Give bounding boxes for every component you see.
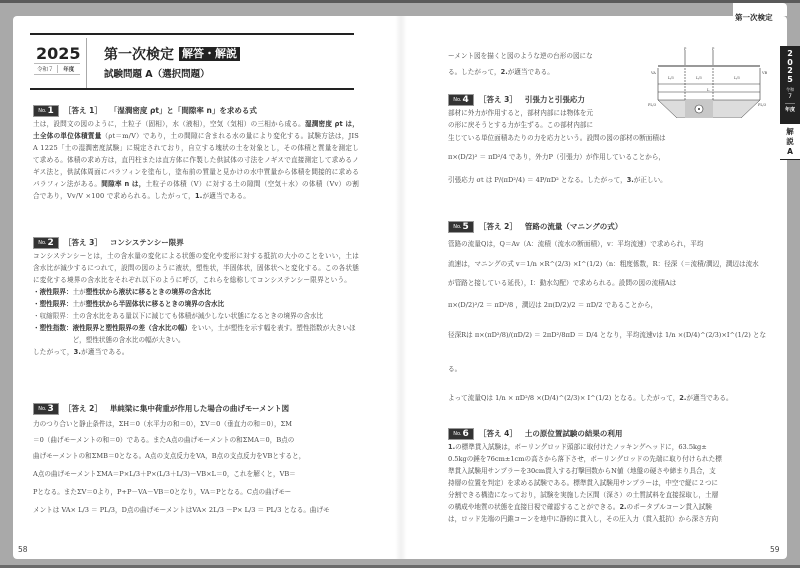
- section-title: 土の原位置試験の結果の利用: [524, 429, 623, 438]
- formula-line: ＝0（曲げモーメントの和＝0）である。またA点の曲げモーメントの和ΣMA＝0，B点の: [33, 436, 295, 444]
- question-number-badge: [33, 105, 59, 117]
- formula-line: 生じている単位面積あたりの力を応力という。設問の図の部材の断面積は: [448, 134, 666, 142]
- side-tab-year-digits: [787, 50, 793, 84]
- list-desc: 塑性状から液状に移るときの境界の含水比: [85, 288, 212, 296]
- badge-prefix: No.: [453, 96, 462, 103]
- section-title: 管路の流量（マニングの式）: [524, 222, 623, 231]
- formula-line: [448, 64, 628, 80]
- answer-label: ［答え 4］: [479, 429, 517, 438]
- formula-line: の形に戻そうとする力が生ずる。この部材内部に: [448, 121, 594, 129]
- badge-number: 4: [462, 94, 469, 105]
- formula-line: 0.5kgの錘を76cm±1cmの高さから落下させ，ボーリングロッドの先端に取り付けられた標: [448, 455, 722, 463]
- section-head: [33, 402, 359, 415]
- formula-line: π×(D/2)²/2 ＝ πD²/8 ，潤辺は 2π(D/2)/2 ＝ πD/2 であることから，: [448, 301, 658, 309]
- formula-line: [448, 441, 768, 453]
- question-number-badge: [33, 403, 59, 415]
- side-tab-year: [780, 46, 800, 124]
- answer-explanation-badge: 解答・解説: [179, 47, 240, 61]
- badge-prefix: No.: [38, 107, 47, 114]
- question-number-badge: [448, 221, 474, 233]
- page-subtitle: 試験問題 A（選択問題）: [104, 69, 210, 80]
- answer-label: ［答え 3］: [64, 238, 102, 247]
- section-head: [33, 104, 359, 117]
- moment-label: PL/3: [758, 103, 767, 107]
- answer-number: 2.: [500, 68, 508, 76]
- body-text: のポータブルコーン貫入試験: [626, 503, 712, 511]
- total-span-label: L: [707, 88, 710, 92]
- body-text: が適当である。: [507, 68, 554, 76]
- formula-line: 部材に外力が作用すると，部材内部には物体を元: [448, 109, 594, 117]
- side-tab-era: 令和: [786, 87, 794, 92]
- formula-line: [448, 501, 768, 513]
- formula-line: 管路の流量Qは，Q＝Av（A：流積（流水の断面積），v：平均流速）で求められ，平均: [448, 240, 704, 248]
- list-desc: 塑性状から半固体状に移るときの境界の含水比: [85, 300, 225, 308]
- list-term: ・液性限界：: [33, 288, 73, 296]
- formula-line: 径深Rは π×(πD²/8)/(πD/2) ＝ 2πD²/8πD ＝ D/4 となり，平均流速vは 1/n ×(D/4)^(2/3)×I^(1/2) となる。: [448, 331, 767, 373]
- list-item-shrinkage-limit: [33, 310, 359, 322]
- section-no1: [33, 104, 359, 202]
- badge-prefix: No.: [38, 239, 47, 246]
- answer-number: 3.: [626, 176, 634, 184]
- answer-number: 1.: [448, 443, 456, 451]
- body-text: よって流量Qは 1/n × πD²/8 ×(D/4)^(2/3)× I^(1/2) となる。したがって，: [448, 394, 680, 402]
- body-text: 土は，設問文の図のように，土粒子（固相），水（液相），空気（気相）の三相から成る。: [33, 120, 305, 128]
- formula-line: メントは VA× L/3 ＝ PL/3，D点の曲げモーメントはVA× 2L/3 －P× L/3 ＝ PL/3 となる。曲げモ: [33, 506, 330, 514]
- answer-number: 1.: [194, 192, 203, 200]
- header-rule-bottom: [30, 88, 354, 90]
- list-term: ・塑性限界：: [33, 300, 73, 308]
- formula-line: 準貫入試験用サンプラーを30cm貫入する打撃回数からN値（地盤の硬さや締まり具合，支: [448, 467, 716, 475]
- side-tab-nendo: 年度: [785, 103, 795, 113]
- section-no5: [448, 220, 768, 410]
- badge-number: 3: [47, 403, 54, 414]
- section-head: [33, 236, 359, 249]
- body-text: が適当である。: [81, 348, 129, 356]
- badge-number: 1: [47, 105, 54, 116]
- section-no2: [33, 236, 359, 358]
- question-number-badge: [33, 237, 59, 249]
- support-label: VB: [762, 71, 768, 75]
- body-text: る。したがって，: [448, 68, 501, 76]
- section-no3-continued: [448, 48, 628, 80]
- section-title: コンシステンシー限界: [109, 238, 184, 247]
- header-rule-top: [30, 33, 354, 35]
- span-label: L/3: [668, 76, 674, 80]
- side-tab-char: 解: [786, 127, 794, 136]
- page-title: [104, 44, 240, 64]
- formula-line: π×(D/2)² ＝ πD²/4 であり，外力P（引張力）が作用していることから，: [448, 153, 666, 161]
- body-text: の構成や地質の状態を直接目視で確認することができる。: [448, 503, 620, 511]
- section-body: コンシステンシーとは，土の含水量の変化による状態の変化や変形に対する抵抗の大小のことをいい，土は含水比が減少するにつれて，設問の図のように液状，塑性状，半固体状，固体状へと変化する。この各状態に変化する境界の含水比をそれぞれ以下のように呼び，これらを総称してコンシステンシー限界という。: [33, 252, 359, 284]
- formula-line: が管路と接している延長），I：動水勾配）で求められる。設問の図の流積Aは: [448, 279, 677, 287]
- section-title: 「湿潤密度 ρt」と「間隙率 n」を求める式: [109, 106, 257, 115]
- body-emphasis: 間隙率 n は，: [101, 180, 146, 188]
- list-term: ・塑性指数：: [33, 324, 73, 332]
- section-title: 引張力と引張応力: [524, 95, 585, 104]
- list-prefix: 土が: [72, 300, 86, 308]
- section-no6: [448, 427, 768, 525]
- formula-line: は，ロッド先端の円錐コーンを地中に静的に貫入し，その圧入力（貫入抵抗）から深さ方向: [448, 515, 719, 523]
- header-year: 2025: [36, 44, 81, 63]
- section-no4: [448, 93, 758, 191]
- scan-band: [400, 3, 733, 16]
- year-digit: 5: [787, 74, 793, 84]
- badge-prefix: No.: [453, 430, 462, 437]
- side-tab-kaisetsu: [780, 124, 800, 160]
- formula-line: 流速は，マニングの式 v＝1/n ×R^(2/3) ×I^(1/2)（n：粗度係数，R：径深（＝流積/潤辺，潤辺は流水: [448, 260, 759, 268]
- question-number-badge: [448, 428, 474, 440]
- body-text: が正しい。: [633, 176, 667, 184]
- formula-line: 分割できる構造になっており，試験を実施した区間（深さ）の土質試料を直接採取し，土層: [448, 491, 719, 499]
- header-divider: [86, 38, 87, 88]
- list-desc: 土の含水比をある量以下に減じても体積が減少しない状態になるときの境界の含水比: [72, 312, 324, 320]
- list-prefix: 土が: [72, 288, 86, 296]
- moment-label: PL/3: [648, 103, 657, 107]
- body-text: 土粒子の体積（V）に対する土の隙間（空気＋水）の体積（Vv）の割合であり，Vv/V ×100 で求められる。したがって，: [33, 180, 359, 200]
- body-text: の標準貫入試験は，ボーリングロッド頭部に取付けたノッキングヘッドに，63.5kg±: [455, 443, 707, 451]
- span-label: L/3: [696, 76, 702, 80]
- answer-label: ［答え 2］: [64, 404, 102, 413]
- header-era: [34, 63, 80, 75]
- formula-line: [448, 169, 758, 191]
- section-head: [448, 427, 768, 440]
- badge-prefix: No.: [453, 223, 462, 230]
- answer-number: 2.: [679, 394, 687, 402]
- book-gutter: [395, 16, 407, 559]
- answer-number: 3.: [73, 348, 82, 356]
- badge-number: 5: [462, 221, 469, 232]
- answer-label: ［答え 2］: [479, 222, 517, 231]
- page-number-right: 59: [770, 545, 780, 554]
- body-text: したがって，: [33, 348, 74, 356]
- side-tab-part: A: [787, 147, 793, 156]
- load-label: P: [712, 47, 715, 51]
- page-title-text: 第一次検定: [104, 47, 174, 63]
- section-title: 単純梁に集中荷重が作用した場合の曲げモーメント図: [109, 404, 290, 413]
- year-digit: 2: [787, 66, 793, 75]
- section-conclusion: [33, 346, 359, 358]
- page-number-left: 58: [18, 545, 28, 554]
- list-item-plasticity-index: [33, 322, 359, 346]
- section-no3: [33, 402, 359, 520]
- body-emphasis: 湿潤密度 ρt は，土全体の単位体積質量: [33, 120, 359, 140]
- formula-line: ーメント図を描くと図のような逆の台形の図にな: [448, 52, 593, 60]
- body-text: （ρt＝m/V）であり，土の間隙に含まれる水の量により変化する。試験方法は，JIS A 1225「土の湿潤密度試験」に規定されており，自立する塊状の土を対象とし，その体積と質量を測定して求める。体積の求め方は，直円柱または直方体に作製した供試体の寸法をノギスで直接測定して求めるノギス法と，供試体周面にパラフィンを塗布し，塗布前の質量と見かけの水中質量から体積を間接的に求めるパラフィン法がある。: [33, 132, 359, 188]
- running-head: 第一次検定: [735, 13, 773, 22]
- span-label: L/3: [734, 76, 740, 80]
- answer-number: 2.: [619, 503, 627, 511]
- answer-label: ［答え 3］: [479, 95, 517, 104]
- side-tab-char: 説: [786, 137, 794, 146]
- badge-prefix: No.: [38, 405, 47, 412]
- section-head: [448, 93, 758, 106]
- formula-line: [448, 386, 768, 410]
- list-suffix: をいい，土が塑性を示す幅を表す。塑性指数が大きいほど，塑性状態の含水比の幅が大きい。: [72, 324, 356, 344]
- body-text: が適当である。: [686, 394, 733, 402]
- list-item-liquid-limit: [33, 286, 359, 298]
- list-desc: 液性限界と塑性限界の差（含水比の幅）: [72, 324, 192, 332]
- formula-line: 力のつり合いと静止条件は，ΣH＝0（水平力の和＝0），ΣV＝0（垂直力の和＝0），ΣM: [33, 420, 293, 428]
- formula-line: 持層の位置を判定）を求める試験である。標準貫入試験用サンプラーは，中空で縦に２つに: [448, 479, 719, 487]
- body-text: 引張応力 σt は P/(πD²/4) ＝ 4P/πD² となる。したがって，: [448, 176, 627, 184]
- header-era-label: 令和７: [36, 67, 54, 73]
- list-item-plastic-limit: [33, 298, 359, 310]
- side-tab-era-num: 7: [788, 93, 792, 100]
- year-digit: 2: [787, 49, 793, 58]
- support-label: VA: [651, 71, 656, 75]
- section-head: [448, 220, 768, 233]
- badge-number: 6: [462, 428, 469, 439]
- body-text: が適当である。: [202, 192, 250, 200]
- list-term: ・収縮限界：: [33, 312, 73, 320]
- answer-label: ［答え 1］: [64, 106, 102, 115]
- badge-number: 2: [47, 237, 54, 248]
- formula-line: Pとなる。またΣV＝0より，P+P－VA－VB＝0となり，VA＝Pとなる。C点の曲げモー: [33, 488, 292, 496]
- formula-line: A点の曲げモーメントΣMA＝P×L/3＋P×(L/3＋L/3)－VB×L＝0，これを解くと，VB＝: [33, 470, 296, 478]
- formula-line: 曲げモーメントの和ΣMB＝0となる。A点の支点反力をVA，B点の支点反力をVBとすると，: [33, 452, 306, 460]
- question-number-badge: [448, 94, 474, 106]
- year-digit: 0: [787, 57, 793, 67]
- section-body: [33, 118, 359, 202]
- load-label: P: [684, 47, 687, 51]
- header-nendo-label: 年度: [57, 65, 81, 73]
